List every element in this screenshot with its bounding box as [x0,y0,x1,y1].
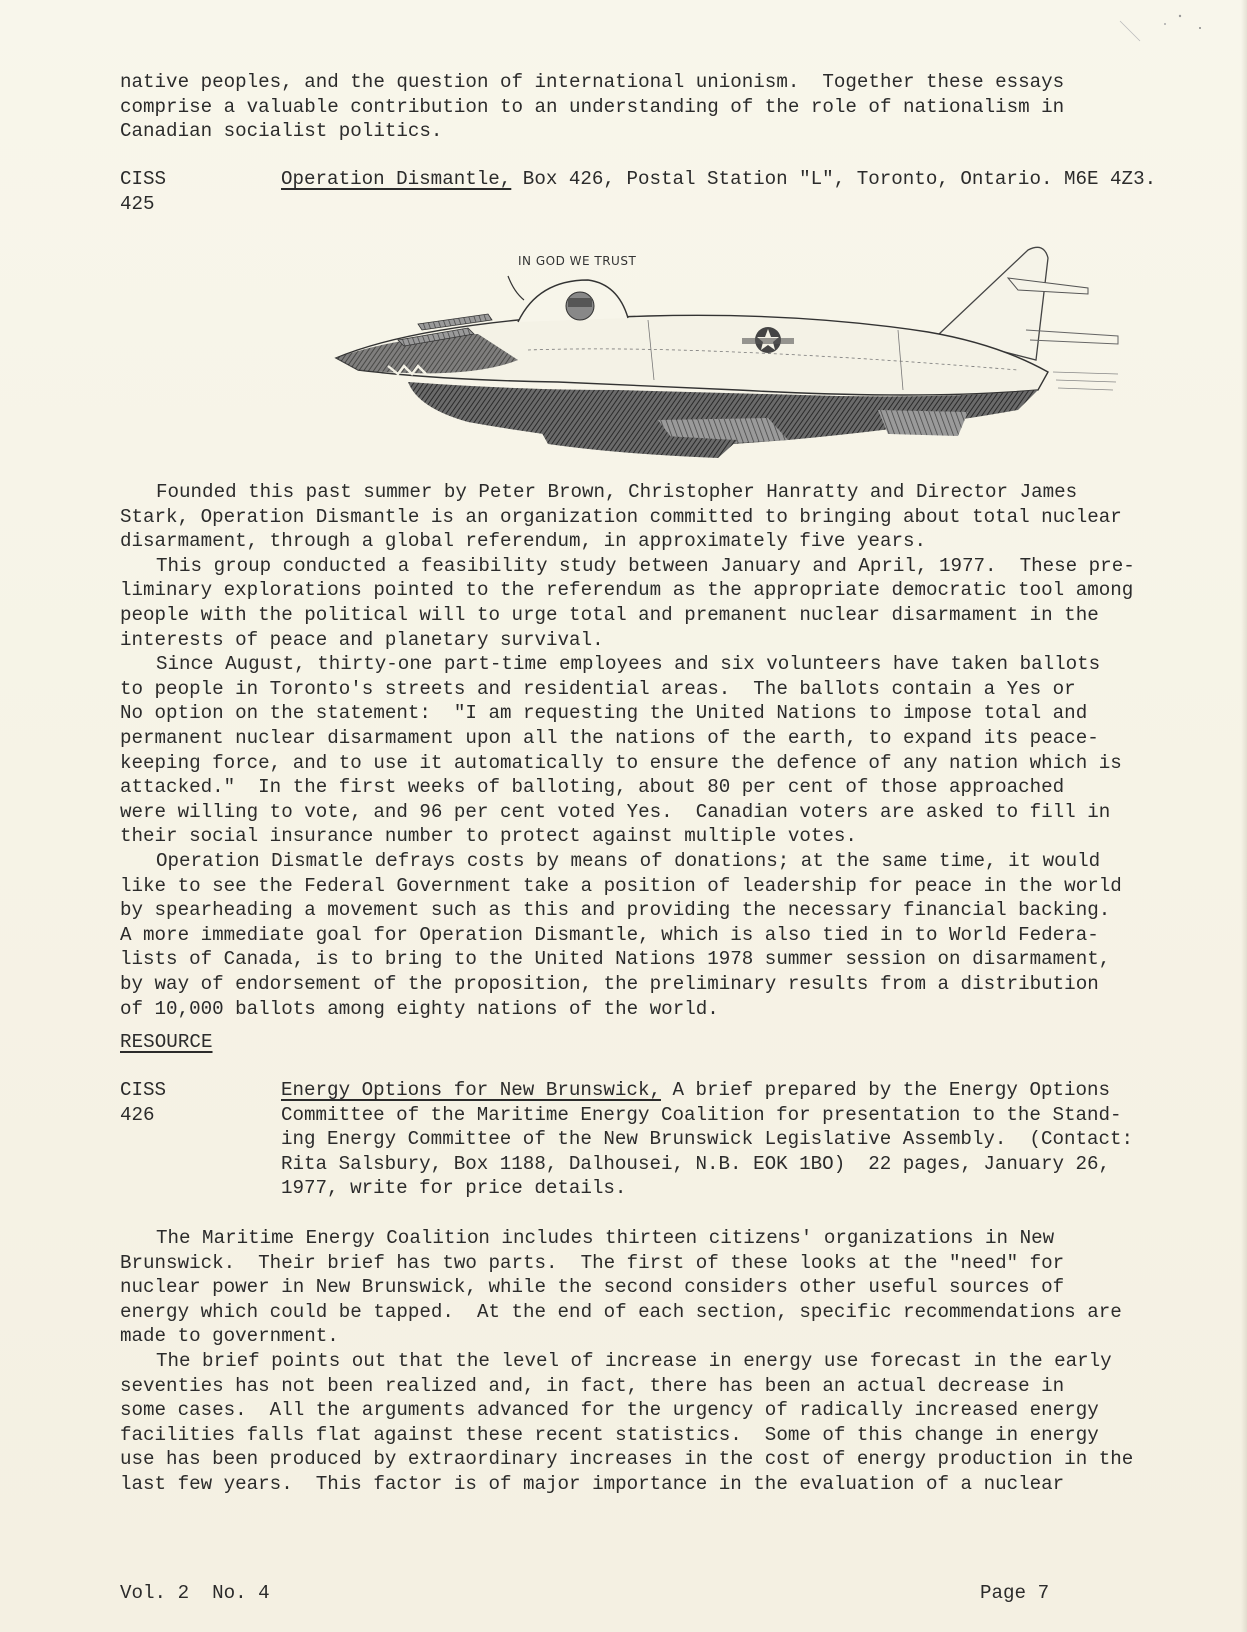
entry-426-heading [281,1078,1133,1201]
text-line: facilities falls flat against these recent statistics. Some of this change in energy [120,1423,1099,1446]
text-line: energy which could be tapped. At the end of each section, specific recommendations are [120,1300,1122,1323]
entry-code-prefix: CISS [120,1079,167,1101]
text-line: to people in Toronto's streets and residential areas. The ballots contain a Yes or [120,677,1076,700]
text-line: keeping force, and to use it automatically to ensure the defence of any nation which is [120,751,1122,774]
entry-425-paragraph-4 [120,849,1122,1021]
text-line: made to government. [120,1325,339,1348]
jet-illustration [318,240,1198,480]
text-line: like to see the Federal Government take a position of leadership for peace in the world [120,874,1122,897]
intro-paragraph [120,70,1064,144]
text-line: interests of peace and planetary survival. [120,628,604,651]
text-line: by way of endorsement of the proposition, the preliminary results from a distribution [120,972,1099,995]
text-line: last few years. This factor is of major importance in the evaluation of a nuclear [120,1472,1065,1495]
text-line: were willing to vote, and 96 per cent voted Yes. Canadian voters are asked to fill in [120,800,1111,823]
text-line: A more immediate goal for Operation Dismantle, which is also tied in to World Federa- [120,923,1099,946]
entry-426-code [120,1078,166,1127]
text-line: comprise a valuable contribution to an understanding of the role of nationalism in [120,95,1065,118]
text-line: by spearheading a movement such as this and providing the necessary financial backing. [120,899,1111,922]
text-line: nuclear power in New Brunswick, while the second considers other useful sources of [120,1276,1065,1299]
entry-425-paragraph-3 [120,652,1122,849]
text-line: their social insurance number to protect against multiple votes. [120,825,857,848]
entry-description-line: Committee of the Maritime Energy Coalition for presentation to the Stand- [281,1103,1122,1126]
entry-425-code [120,167,166,216]
text-line: Canadian socialist politics. [120,120,443,143]
entry-426-paragraph-2 [120,1349,1133,1497]
text-line: Operation Dismatle defrays costs by means of donations; at the same time, it would [156,850,1101,872]
text-line: lists of Canada, is to bring to the United Nations 1978 summer session on disarmament, [120,948,1111,971]
text-line: of 10,000 ballots among eighty nations of the world. [120,997,719,1020]
scan-specks [1100,6,1220,46]
text-line: permanent nuclear disarmament upon all the nations of the earth, to expand its peace- [120,726,1099,749]
footer-volume: Vol. 2 No. 4 [120,1582,270,1604]
text-line: Since August, thirty-one part-time employees and six volunteers have taken ballots [156,653,1101,676]
footer-page-number: Page 7 [980,1582,1050,1604]
text-line: use has been produced by extraordinary increases in the cost of energy production in the [120,1448,1134,1471]
text-line: Stark, Operation Dismantle is an organization committed to bringing about total nuclear [120,505,1122,528]
text-line: The brief points out that the level of increase in energy use forecast in the early [156,1350,1112,1372]
text-line: seventies has not been realized and, in fact, there has been an actual decrease in [120,1374,1065,1397]
entry-description: A brief prepared by the Energy Options [660,1079,1111,1101]
text-line: No option on the statement: "I am requesting the United Nations to impose total and [120,702,1088,725]
entry-title: Energy Options for New Brunswick, [281,1079,661,1101]
entry-code-number: 426 [120,1103,155,1126]
entry-title: Operation Dismantle, [281,168,512,190]
illustration-caption: IN GOD WE TRUST [518,254,637,268]
entry-426-paragraph-1 [120,1226,1122,1349]
entry-description-line: ing Energy Committee of the New Brunswick Legislative Assembly. (Contact: [281,1128,1134,1151]
entry-425-paragraph-1 [120,480,1122,554]
text-line: The Maritime Energy Coalition includes thirteen citizens' organizations in New [156,1227,1055,1249]
text-line: attacked." In the first weeks of balloting, about 80 per cent of those approached [120,776,1065,799]
entry-code-prefix: CISS [120,168,167,190]
section-heading-text: RESOURCE [120,1031,213,1053]
text-line: Founded this past summer by Peter Brown, Christopher Hanratty and Director James [156,481,1078,503]
text-line: people with the political will to urge total and premanent nuclear disarmament in the [120,603,1099,626]
text-line: native peoples, and the question of international unionism. Together these essays [120,71,1065,93]
entry-description-line: 1977, write for price details. [281,1177,627,1200]
text-line: some cases. All the arguments advanced for the urgency of radically increased energy [120,1399,1099,1422]
text-line: disarmament, through a global referendum, in approximately five years. [120,530,927,553]
text-line: Brunswick. Their brief has two parts. The first of these looks at the "need" for [120,1251,1065,1274]
text-line: liminary explorations pointed to the referendum as the appropriate democratic tool among [120,579,1134,602]
entry-425-heading [281,167,1156,192]
entry-425-paragraph-2 [120,554,1135,652]
text-line: This group conducted a feasibility study between January and April, 1977. These pre- [156,554,1135,577]
entry-address: Box 426, Postal Station "L", Toronto, Ontario. M6E 4Z3. [511,168,1157,190]
page-edge-shadow [1241,0,1247,1632]
entry-description-line: Rita Salsbury, Box 1188, Dalhousei, N.B. EOK 1BO) 22 pages, January 26, [281,1152,1111,1175]
section-heading [120,1030,213,1055]
entry-code-number: 425 [120,192,155,215]
